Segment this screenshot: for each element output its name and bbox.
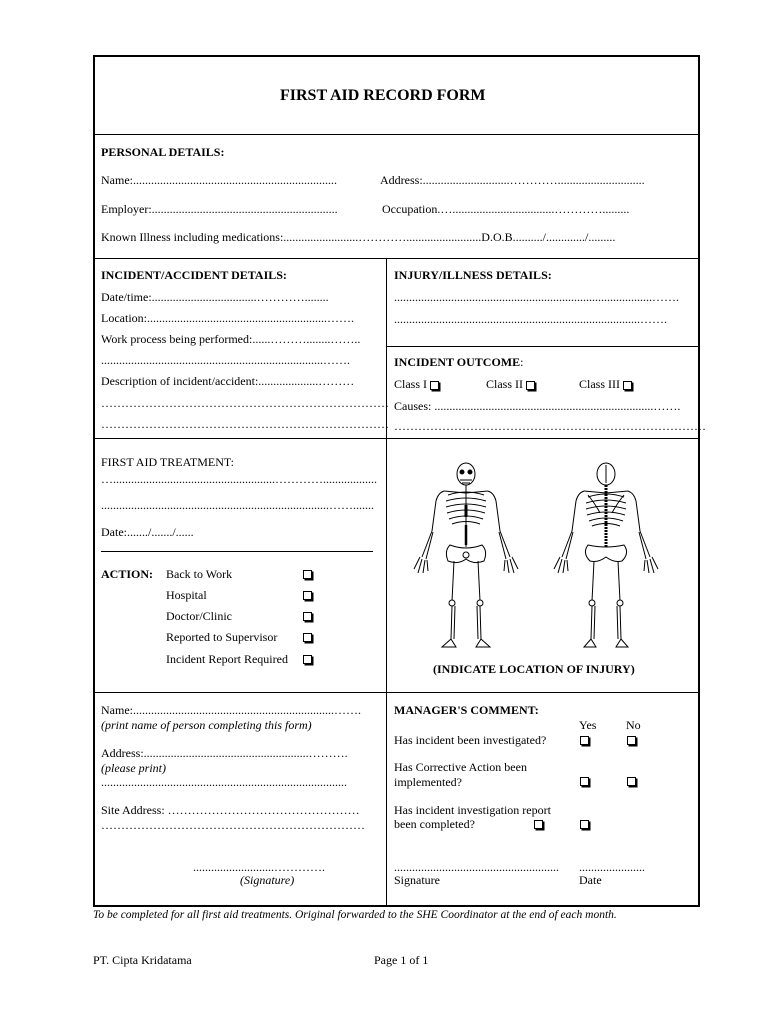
footer-page-number: Page 1 of 1 xyxy=(374,953,429,967)
form-title: FIRST AID RECORD FORM xyxy=(280,87,486,104)
injury-details-heading: INJURY/ILLNESS DETAILS: xyxy=(394,268,552,282)
location-field[interactable]: Location:............................................................……. xyxy=(101,311,354,325)
injury-line-2[interactable]: ..................................................................................……. xyxy=(394,312,667,326)
description-blank-1[interactable]: ……………………………………………………………… xyxy=(101,396,389,410)
treatment-line-1[interactable]: …......................................................………….................. xyxy=(101,472,377,486)
question-investigated: Has incident been investigated? xyxy=(394,733,547,747)
injury-outcome-divider xyxy=(386,346,700,347)
action-reported-supervisor: Reported to Supervisor xyxy=(166,630,278,644)
personal-details-heading: PERSONAL DETAILS: xyxy=(101,145,225,159)
report-completed-yes-checkbox[interactable] xyxy=(534,820,543,829)
back-to-work-checkbox[interactable] xyxy=(303,570,312,579)
class-3-checkbox[interactable] xyxy=(623,381,632,390)
class-1-checkbox[interactable] xyxy=(430,381,439,390)
causes-blank[interactable]: …………………………………………………………………… xyxy=(394,419,706,433)
completer-name-field[interactable]: Name:...................................................................……. xyxy=(101,703,361,717)
yes-column-label: Yes xyxy=(579,718,597,732)
work-process-blank[interactable]: ..........................................................................……. xyxy=(101,353,350,367)
site-address-field[interactable]: Site Address: ………………………………………… xyxy=(101,803,360,817)
action-doctor-clinic: Doctor/Clinic xyxy=(166,609,232,623)
hospital-checkbox[interactable] xyxy=(303,591,312,600)
body-diagram-caption: (INDICATE LOCATION OF INJURY) xyxy=(433,662,635,676)
class-2-option[interactable] xyxy=(486,377,535,392)
outcome-heading-text: INCIDENT OUTCOME xyxy=(394,355,521,369)
doctor-clinic-checkbox[interactable] xyxy=(303,612,312,621)
class-3-option[interactable] xyxy=(579,377,632,392)
class-1-option[interactable] xyxy=(394,377,439,392)
action-back-to-work: Back to Work xyxy=(166,567,233,581)
title-divider xyxy=(93,134,700,135)
description-field[interactable]: Description of incident/accident:....................……… xyxy=(101,374,355,388)
class-2-checkbox[interactable] xyxy=(526,381,535,390)
footer-company: PT. Cipta Kridatama xyxy=(93,953,192,967)
completer-address-blank[interactable]: .................................................................................. xyxy=(101,775,347,789)
treatment-underline xyxy=(101,551,373,552)
site-address-blank[interactable]: ………………………………………………………… xyxy=(101,818,365,832)
question-report-completed-2: been completed? xyxy=(394,817,475,831)
manager-signature-line[interactable]: ....................................................... xyxy=(394,860,559,874)
personal-divider xyxy=(93,258,700,259)
column-divider xyxy=(386,258,387,907)
occupation-field[interactable]: Occupation.…..................................…………......... xyxy=(382,202,630,216)
manager-date-label: Date xyxy=(579,873,602,887)
treatment-date-field[interactable]: Date:......./......./...... xyxy=(101,525,194,539)
question-report-completed-1: Has incident investigation report xyxy=(394,803,551,817)
reported-supervisor-checkbox[interactable] xyxy=(303,633,312,642)
injury-line-1[interactable]: ......................................................................................……. xyxy=(394,290,679,304)
class-3-label: Class III xyxy=(579,377,620,391)
completer-address-note: (please print) xyxy=(101,761,166,775)
causes-field[interactable]: Causes: .........................................................................……. xyxy=(394,399,681,413)
incident-divider xyxy=(93,438,700,439)
action-incident-report: Incident Report Required xyxy=(166,652,288,666)
completer-signature-line[interactable]: ...........................…………. xyxy=(193,860,325,874)
class-1-label: Class I xyxy=(394,377,427,391)
action-label: ACTION: xyxy=(101,567,154,581)
work-process-field[interactable]: Work process being performed:......………........…….. xyxy=(101,332,361,346)
illness-dob-field[interactable]: Known Illness including medications:.........................………….........................D.O.B........../............./......... xyxy=(101,230,616,244)
incident-report-checkbox[interactable] xyxy=(303,655,312,664)
datetime-field[interactable]: Date/time:...................................…………........ xyxy=(101,290,329,304)
investigated-no-checkbox[interactable] xyxy=(627,736,636,745)
action-hospital: Hospital xyxy=(166,588,207,602)
manager-date-line[interactable]: ...................... xyxy=(579,860,645,874)
first-aid-treatment-heading: FIRST AID TREATMENT: xyxy=(101,455,234,469)
class-2-label: Class II xyxy=(486,377,523,391)
corrective-yes-checkbox[interactable] xyxy=(580,777,589,786)
corrective-no-checkbox[interactable] xyxy=(627,777,636,786)
completer-name-note: (print name of person completing this form) xyxy=(101,718,312,732)
treatment-line-2[interactable]: ............................................................................……....... xyxy=(101,498,374,512)
question-corrective-action-2: implemented? xyxy=(394,775,462,789)
manager-signature-label: Signature xyxy=(394,873,440,887)
report-completed-no-checkbox[interactable] xyxy=(580,820,589,829)
employer-field[interactable]: Employer:.............................................................. xyxy=(101,202,338,216)
skeleton-front-figure[interactable] xyxy=(396,461,536,653)
incident-details-heading: INCIDENT/ACCIDENT DETAILS: xyxy=(101,268,287,282)
address-field[interactable]: Address:.............................…………............................. xyxy=(380,173,645,187)
completion-footnote: To be completed for all first aid treatments. Original forwarded to the SHE Coordinator at the end of each month. xyxy=(93,909,617,921)
description-blank-2[interactable]: ……………………………………………………………… xyxy=(101,417,389,431)
question-corrective-action-1: Has Corrective Action been xyxy=(394,760,527,774)
investigated-yes-checkbox[interactable] xyxy=(580,736,589,745)
incident-outcome-heading xyxy=(394,355,523,370)
treatment-divider xyxy=(93,692,700,693)
outcome-heading-colon: : xyxy=(520,355,524,369)
managers-comment-heading: MANAGER'S COMMENT: xyxy=(394,703,539,717)
skeleton-back-figure[interactable] xyxy=(536,461,676,653)
completer-signature-label: (Signature) xyxy=(240,873,295,887)
name-field[interactable]: Name:.................................................................... xyxy=(101,173,337,187)
no-column-label: No xyxy=(626,718,641,732)
completer-address-field[interactable]: Address:.......................................................………. xyxy=(101,746,348,760)
